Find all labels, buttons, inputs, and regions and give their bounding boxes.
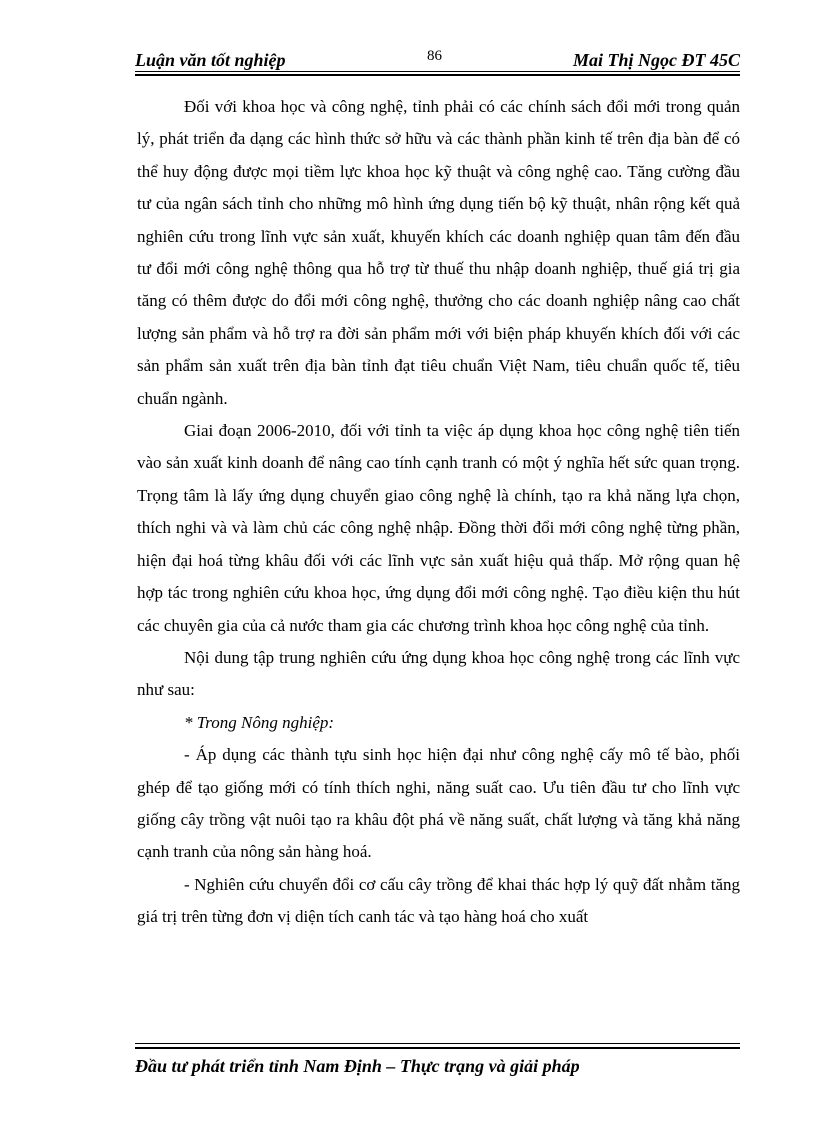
header-rule-thin bbox=[135, 71, 740, 72]
paragraph-research-focus: Nội dung tập trung nghiên cứu ứng dụng khoa học công nghệ trong các lĩnh vực như sau: bbox=[137, 647, 740, 700]
paragraph-2006-2010: Giai đoạn 2006-2010, đối với tỉnh ta việc áp dụng khoa học công nghệ tiên tiến vào sản xuất kinh doanh để nâng cao tính cạnh tranh có một ý nghĩa hết sức quan trọng. Trọng tâm là lấy ứng dụng chuyển giao công nghệ là chính, tạo ra khả năng lựa chọn, thích nghi và và làm chủ các công nghệ nhập. Đồng thời đổi mới công nghệ từng phần, hiện đại hoá từng khâu đối với các lĩnh vực sản xuất hiệu quả thấp. Mở rộng quan hệ hợp tác trong nghiên cứu khoa học, ứng dụng đổi mới công nghệ. Tạo điều kiện thu hút các chuyên gia của cả nước tham gia các chương trình khoa học công nghệ của tỉnh. bbox=[137, 421, 740, 635]
header-thesis-label: Luận văn tốt nghiệp bbox=[135, 50, 286, 70]
header-rule-thick bbox=[135, 74, 740, 76]
paragraph-crop-restructure: - Nghiên cứu chuyển đổi cơ cấu cây trồng để khai thác hợp lý quỹ đất nhằm tăng giá trị trên từng đơn vị diện tích canh tác và tạo hàng hoá cho xuất bbox=[137, 874, 740, 927]
header-author: Mai Thị Ngọc ĐT 45C bbox=[572, 50, 740, 70]
body-text bbox=[137, 91, 740, 934]
paragraph-science-policy: Đối với khoa học và công nghệ, tỉnh phải có các chính sách đổi mới trong quản lý, phát triển đa dạng các hình thức sở hữu và các thành phần kinh tế trên địa bàn để có thể huy động được mọi tiềm lực khoa học kỹ thuật và công nghệ cao. Tăng cường đầu tư của ngân sách tỉnh cho những mô hình ứng dụng tiến bộ kỹ thuật, nhân rộng kết quả nghiên cứu trong lĩnh vực sản xuất, khuyến khích các doanh nghiệp quan tâm đến đầu tư đổi mới công nghệ thông qua hỗ trợ từ thuế thu nhập doanh nghiệp, thuế giá trị gia tăng có thêm được do đổi mới công nghệ, thưởng cho các doanh nghiệp nâng cao chất lượng sản phẩm và hỗ trợ ra đời sản phẩm mới với biện pháp khuyến khích đối với các sản phẩm sản xuất trên địa bàn tỉnh đạt tiêu chuẩn Việt Nam, tiêu chuẩn quốc tế, tiêu chuẩn ngành. bbox=[137, 97, 740, 408]
footer-rule-thick bbox=[135, 1047, 740, 1049]
footer-rule-thin bbox=[135, 1043, 740, 1044]
paragraph-biotech: - Áp dụng các thành tựu sinh học hiện đại như công nghệ cấy mô tế bào, phối ghép để tạo giống mới có tính thích nghi, năng suất cao. Ưu tiên đầu tư cho lĩnh vực giống cây trồng vật nuôi tạo ra khâu đột phá về năng suất, chất lượng và tăng khả năng cạnh tranh của nông sản hàng hoá. bbox=[137, 745, 740, 862]
page-header bbox=[135, 46, 740, 72]
page-number: 86 bbox=[427, 48, 442, 64]
page-footer: Đầu tư phát triển tỉnh Nam Định – Thực trạng và giải pháp bbox=[135, 1056, 580, 1076]
subheading-agriculture: * Trong Nông nghiệp: bbox=[184, 712, 335, 732]
